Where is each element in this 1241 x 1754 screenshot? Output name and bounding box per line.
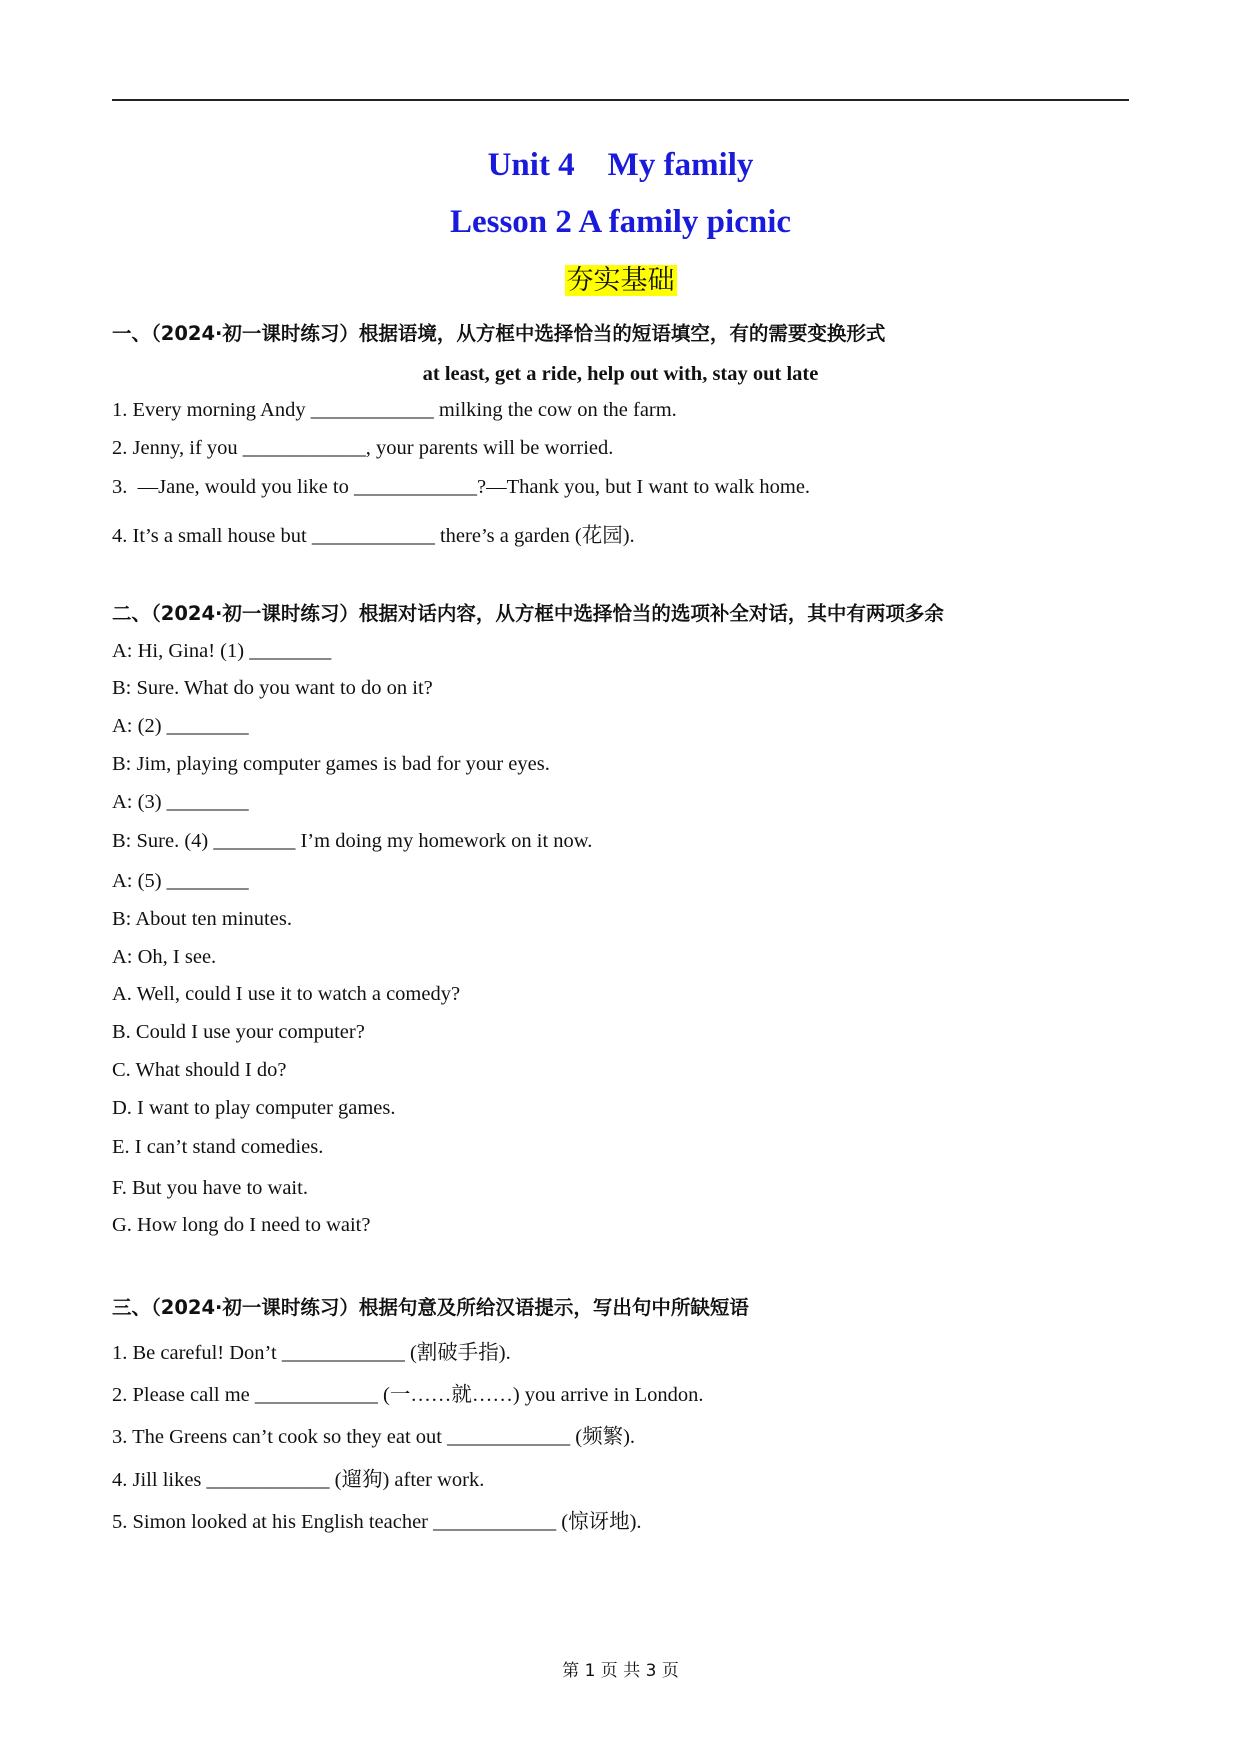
list-item: 3. The Greens can’t cook so they eat out ____________ (频繁). — [112, 1426, 636, 1448]
dialogue-line: A: (5) ________ — [112, 870, 249, 892]
list-item: 1. Every morning Andy ____________ milking the cow on the farm. — [112, 399, 677, 421]
phrase-box: at least, get a ride, help out with, stay out late — [422, 363, 819, 385]
option-item: A. Well, could I use it to watch a comedy? — [112, 983, 461, 1005]
header-rule — [112, 99, 1129, 101]
dialogue-line: B: Sure. (4) ________ I’m doing my homework on it now. — [112, 830, 593, 852]
dialogue-line: A: Hi, Gina! (1) ________ — [112, 640, 332, 662]
dialogue-line: B: Jim, playing computer games is bad for your eyes. — [112, 753, 550, 775]
section3-heading: 三、（2024·初一课时练习）根据句意及所给汉语提示，写出句中所缺短语 — [112, 1296, 749, 1319]
list-item: 2. Please call me ____________ (一……就……) you arrive in London. — [112, 1384, 704, 1406]
option-item: E. I can’t stand comedies. — [112, 1136, 324, 1158]
dialogue-line: A: (2) ________ — [112, 715, 249, 737]
badge-row — [0, 258, 1241, 297]
dialogue-line: B: Sure. What do you want to do on it? — [112, 677, 433, 699]
option-item: B. Could I use your computer? — [112, 1021, 365, 1043]
section-badge: 夯实基础 — [566, 265, 675, 296]
dialogue-line: A: Oh, I see. — [112, 946, 217, 968]
section2-heading: 二、（2024·初一课时练习）根据对话内容，从方框中选择恰当的选项补全对话，其中有两项多余 — [112, 602, 944, 625]
section1-heading: 一、（2024·初一课时练习）根据语境，从方框中选择恰当的短语填空，有的需要变换形式 — [112, 322, 886, 345]
list-item: 3. —Jane, would you like to ____________?—Thank you, but I want to walk home. — [112, 476, 811, 498]
dialogue-line: A: (3) ________ — [112, 791, 249, 813]
lesson-title: Lesson 2 A family picnic — [449, 204, 792, 240]
list-item: 5. Simon looked at his English teacher ____________ (惊讶地). — [112, 1511, 642, 1533]
page-footer: 第 1 页 共 3 页 — [562, 1661, 679, 1681]
list-item: 4. It’s a small house but ____________ there’s a garden (花园). — [112, 525, 635, 547]
option-item: G. How long do I need to wait? — [112, 1214, 371, 1236]
list-item: 1. Be careful! Don’t ____________ (割破手指). — [112, 1342, 511, 1364]
list-item: 2. Jenny, if you ____________, your parents will be worried. — [112, 437, 614, 459]
option-item: F. But you have to wait. — [112, 1177, 308, 1199]
list-item: 4. Jill likes ____________ (遛狗) after work. — [112, 1469, 485, 1491]
option-item: C. What should I do? — [112, 1059, 287, 1081]
option-item: D. I want to play computer games. — [112, 1097, 396, 1119]
unit-title: Unit 4 My family — [487, 147, 754, 183]
dialogue-line: B: About ten minutes. — [112, 908, 292, 930]
